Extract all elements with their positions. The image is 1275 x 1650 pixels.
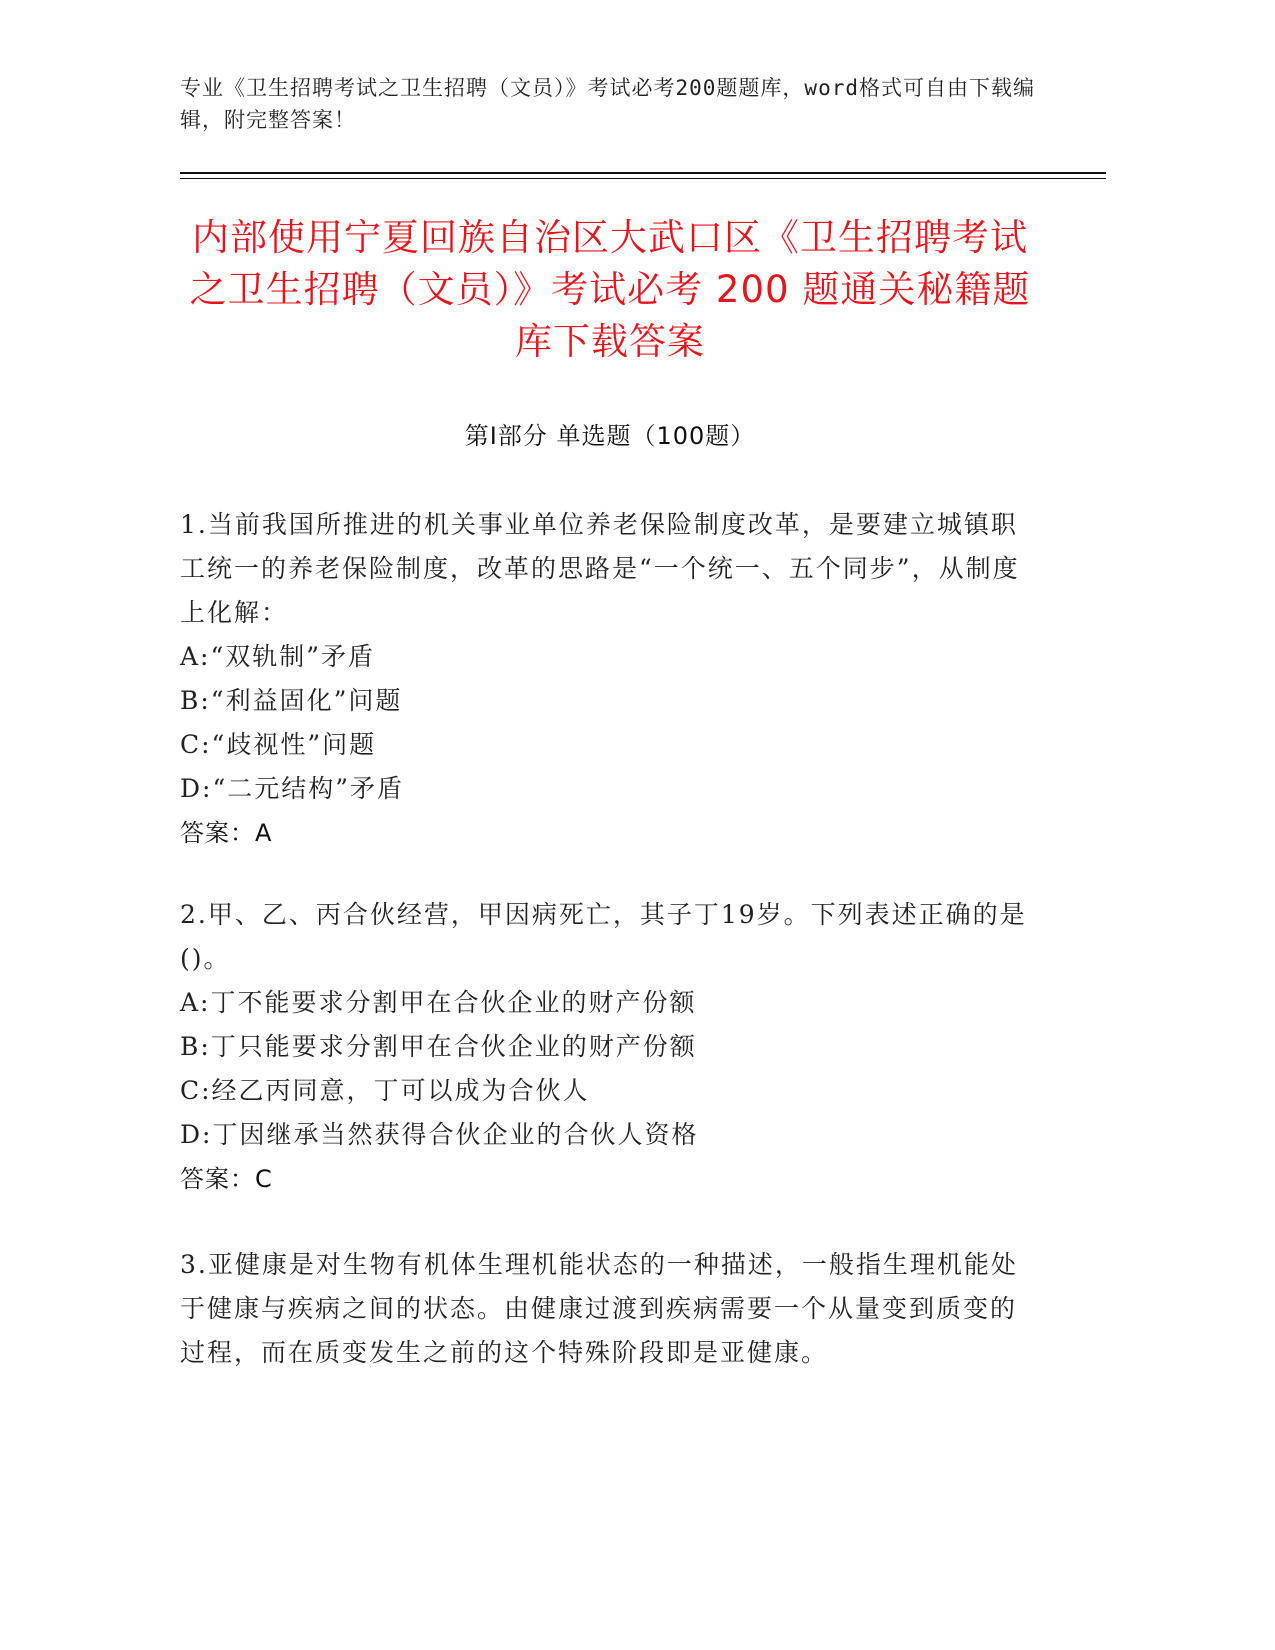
- option-a: A:“双轨制”矛盾: [180, 642, 376, 671]
- header-divider-thin: [180, 178, 1106, 179]
- question-stem: 3.亚健康是对生物有机体生理机能状态的一种描述，一般指生理机能处于健康与疾病之间的状态。由健康过渡到疾病需要一个从量变到质变的过程，而在质变发生之前的这个特殊阶段即是亚健康。: [180, 1250, 1018, 1367]
- option-c: C:经乙丙同意，丁可以成为合伙人: [180, 1076, 590, 1105]
- option-a: A:丁不能要求分割甲在合伙企业的财产份额: [180, 988, 697, 1017]
- option-d: D:丁因继承当然获得合伙企业的合伙人资格: [180, 1120, 699, 1149]
- question-stem: 2.甲、乙、丙合伙经营，甲因病死亡，其子丁19岁。下列表述正确的是()。: [180, 900, 1027, 973]
- question-3: [180, 1243, 1040, 1375]
- answer: 答案：A: [180, 819, 273, 847]
- answer: 答案：C: [180, 1165, 273, 1193]
- question-stem: 1.当前我国所推进的机关事业单位养老保险制度改革，是要建立城镇职工统一的养老保险制度，改革的思路是“一个统一、五个同步”，从制度上化解：: [180, 510, 1020, 627]
- question-2: [180, 893, 1040, 1201]
- header-divider-thick: [180, 172, 1106, 174]
- option-d: D:“二元结构”矛盾: [180, 774, 405, 803]
- section-title: 第Ⅰ部分 单选题（100题）: [464, 422, 756, 450]
- document-title: 内部使用宁夏回族自治区大武口区《卫生招聘考试之卫生招聘（文员）》考试必考 200 题通关秘籍题库下载答案: [189, 216, 1031, 363]
- option-b: B:“利益固化”问题: [180, 686, 403, 715]
- option-b: B:丁只能要求分割甲在合伙企业的财产份额: [180, 1032, 697, 1061]
- header-note: 专业《卫生招聘考试之卫生招聘（文员）》考试必考200题题库，word格式可自由下载编辑，附完整答案！: [180, 76, 1035, 132]
- question-1: [180, 503, 1040, 855]
- option-c: C:“歧视性”问题: [180, 730, 377, 759]
